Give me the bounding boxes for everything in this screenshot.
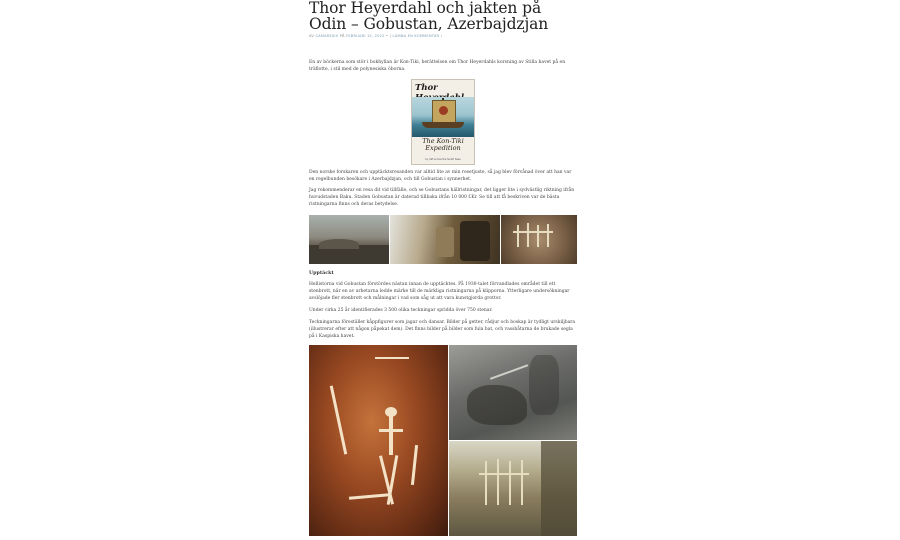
red-petroglyph-photo[interactable] — [309, 345, 448, 536]
figure-arms-icon — [379, 429, 403, 432]
book-author-text: Thor — [415, 83, 438, 93]
paragraph-3: Hellistorna vid Gobustan förstördes nästan innan de upptäcktes. På 1930-talet förvandlades området till ett stenbrott, när en av arbetarna ledde märke till de märkliga ristningarna på klipporna. Ytterligare undersökningar avslöjade fler stenbrott och målningar i vad som såg ut att vara kunstgjorda grottor. — [309, 282, 570, 301]
raft-hull-icon — [422, 122, 464, 128]
rock-shadow — [460, 221, 490, 261]
staff-line-icon — [411, 445, 418, 485]
section-heading: Upptäckt — [309, 270, 334, 276]
rock-engraving-photo[interactable] — [449, 345, 577, 440]
dancing-figure-icon — [509, 461, 511, 505]
raft-sail-icon — [432, 100, 456, 124]
paragraph-1: Den norske forskaren och upptäcktsresanden var alltid lite av min resetjuste, så jag blev förvånad över att han var en regelbunden besökare i Azerbajdzjan, och till Gobustan i synnerhet. — [309, 170, 572, 182]
engraved-arms-line — [513, 231, 553, 233]
dancing-figure-icon — [521, 460, 523, 505]
rock-crevice — [529, 355, 559, 415]
meta-on: PÅ — [339, 34, 345, 38]
paragraph-4: Under cirka 25 år identifierades 3 500 olika teckningar spridda över 750 stenar. — [309, 308, 493, 313]
spear-line-icon — [330, 385, 347, 454]
engraved-figure-icon — [517, 225, 519, 247]
leave-comment-link[interactable]: ( LÄMNA EN KOMMENTAR ) — [389, 34, 443, 38]
animal-line-icon — [349, 493, 389, 499]
engraved-figure-icon — [537, 225, 539, 247]
dancing-figure-icon — [485, 461, 487, 505]
book-title-text: The Kon-Tiki Expedition — [422, 137, 464, 152]
post-meta — [309, 34, 577, 39]
boat-line-icon — [375, 357, 409, 359]
author-link[interactable]: CAMARESIX — [315, 34, 339, 38]
landscape-photo[interactable] — [309, 215, 389, 264]
page-title: Thor Heyerdahl och jakten på Odin – Gobustan, Azerbajdzjan — [309, 0, 549, 33]
intro-paragraph: En av böckerna som stör i bokhyllan är Kon-Tiki, berättelsen om Thor Heyerdahls korsning av Stilla havet på en träflotte, i stil med de polynesiska öborna. — [309, 60, 566, 72]
petroglyph-photo[interactable] — [501, 215, 577, 264]
book-cover-image[interactable] — [411, 79, 475, 165]
dancing-figure-icon — [497, 459, 499, 505]
figure-body-icon — [389, 415, 393, 455]
paragraph-2: Jag rekommenderar en resa dit vid tillfälle, och se Gobustans hällristningar, det ligger lite i sydvästlig riktning ifrån huvudstaden Baku. Staden Gobustan är daterad tillbaka ifrån 10 000 f.Kr. Se till att få beskriven var de bästa ristningarna finns och deras betydelse. — [309, 188, 575, 207]
meta-separator: • — [385, 34, 389, 38]
date-link[interactable]: FEBRUARI 15, 2022 — [346, 34, 385, 38]
rock-slab — [436, 227, 454, 257]
rock-shadow — [541, 441, 577, 536]
rock-face-photo[interactable] — [390, 215, 500, 264]
meta-by: AV — [309, 34, 315, 38]
figure-head-icon — [385, 407, 397, 417]
rock-outcrop — [319, 239, 359, 249]
rock-crevice — [467, 385, 527, 425]
engraved-animal-line — [490, 364, 528, 379]
engraved-figure-icon — [547, 224, 549, 247]
paragraph-5: Teckningarna föreställer kåppfigurer som jagar och dansar. Bilder på getter, rådjur och boskap är tydligt urskiljbara (illustrerar efter att någon påpekat dem). Det finns bilder på bilder som fula bat, och vassbåtarna de brukade segla på i Kaspiska havet. — [309, 320, 576, 339]
book-subtitle-text: by raft across the South Seas — [425, 158, 461, 161]
engraved-figure-icon — [527, 223, 529, 247]
dancing-figures-photo[interactable] — [449, 441, 577, 536]
dancing-arms-line — [479, 473, 529, 475]
